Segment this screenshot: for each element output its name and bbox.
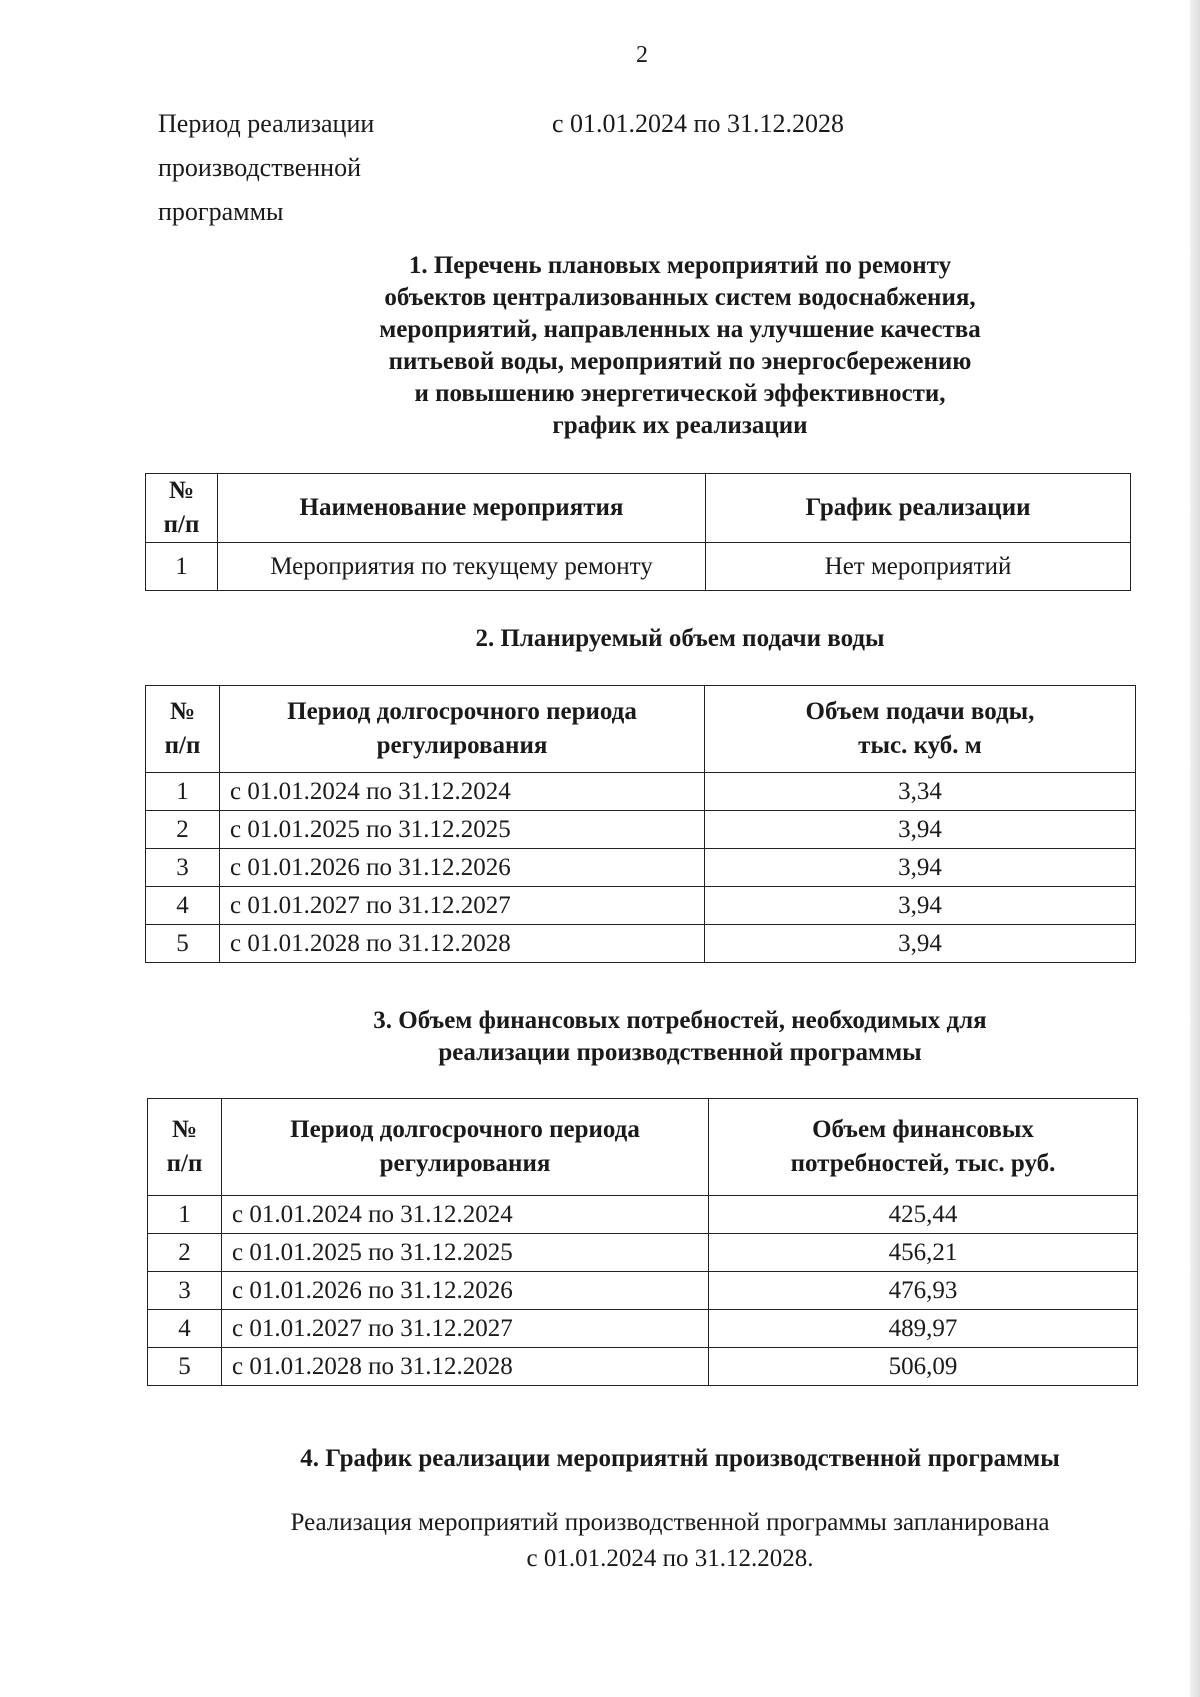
cell-finance: 506,09 [709, 1348, 1138, 1386]
section1-title [0, 250, 1200, 442]
header-period [222, 1099, 709, 1196]
header-period [220, 686, 705, 773]
table-row [146, 849, 1136, 887]
cell-period: с 01.01.2025 по 31.12.2025 [220, 811, 705, 849]
header-finance-line: Объем финансовых [812, 1116, 1034, 1143]
cell-period: с 01.01.2027 по 31.12.2027 [222, 1310, 709, 1348]
section1-title-line: 1. Перечень плановых мероприятий по ремонту [408, 252, 952, 279]
section1-title-line: питьевой воды, мероприятий по энергосбережению [388, 348, 972, 375]
cell-period: с 01.01.2025 по 31.12.2025 [222, 1234, 709, 1272]
header-volume-line: Объем подачи воды, [805, 698, 1035, 725]
table-header-row [146, 474, 1131, 543]
table-header-row [146, 686, 1136, 773]
cell-num: 1 [148, 1196, 222, 1234]
cell-finance: 489,97 [709, 1310, 1138, 1348]
cell-volume: 3,94 [705, 811, 1136, 849]
header-period-line: регулирования [379, 1150, 551, 1177]
period-value: с 01.01.2024 по 31.12.2028 [552, 109, 844, 138]
financial-needs-table [147, 1098, 1138, 1386]
page-number: 2 [636, 42, 648, 68]
cell-finance: 476,93 [709, 1272, 1138, 1310]
cell-num: 3 [146, 849, 220, 887]
cell-finance: 456,21 [709, 1234, 1138, 1272]
cell-volume: 3,34 [705, 773, 1136, 811]
cell-period: с 01.01.2024 по 31.12.2024 [220, 773, 705, 811]
header-num [148, 1099, 222, 1196]
water-volume-table [145, 685, 1136, 963]
table-row [146, 773, 1136, 811]
cell-num: 2 [148, 1234, 222, 1272]
cell-period: с 01.01.2027 по 31.12.2027 [220, 887, 705, 925]
cell-num: 3 [148, 1272, 222, 1310]
cell-period: с 01.01.2026 по 31.12.2026 [220, 849, 705, 887]
section3-title-line: 3. Объем финансовых потребностей, необходимых для [373, 1007, 987, 1034]
header-volume-line: тыс. куб. м [858, 732, 982, 759]
section3-title [0, 1005, 1200, 1069]
header-finance [709, 1099, 1138, 1196]
section2-title: 2. Планируемый объем подачи воды [475, 625, 885, 652]
table-row [146, 887, 1136, 925]
period-label-line: программы [158, 197, 284, 226]
cell-schedule: Нет мероприятий [706, 543, 1131, 591]
cell-num: 4 [148, 1310, 222, 1348]
header-num [146, 686, 220, 773]
period-label [158, 102, 418, 234]
header-volume [705, 686, 1136, 773]
cell-period: с 01.01.2028 по 31.12.2028 [220, 925, 705, 963]
section4-title: 4. График реализации мероприятнй производственной программы [300, 1445, 1060, 1472]
header-num-line: п/п [166, 1150, 203, 1177]
cell-volume: 3,94 [705, 849, 1136, 887]
header-num-line: № [169, 698, 196, 725]
header-finance-line: потребностей, тыс. руб. [790, 1150, 1056, 1177]
section1-title-line: мероприятий, направленных на улучшение качества [379, 316, 981, 343]
cell-num: 4 [146, 887, 220, 925]
cell-period: с 01.01.2026 по 31.12.2026 [222, 1272, 709, 1310]
header-period-line: Период долгосрочного периода [287, 698, 637, 725]
period-label-line: Период реализации [158, 109, 375, 138]
header-num-line: № [168, 477, 195, 504]
table-row [148, 1348, 1138, 1386]
table-row [146, 811, 1136, 849]
table-row [148, 1234, 1138, 1272]
cell-num: 1 [146, 773, 220, 811]
table-row [148, 1272, 1138, 1310]
table-row [146, 925, 1136, 963]
period-label-line: производственной [158, 153, 361, 182]
cell-num: 1 [146, 543, 218, 591]
section4-text [230, 1505, 1110, 1577]
cell-num: 5 [146, 925, 220, 963]
header-num-line: п/п [163, 511, 200, 538]
cell-volume: 3,94 [705, 925, 1136, 963]
cell-finance: 425,44 [709, 1196, 1138, 1234]
cell-period: с 01.01.2028 по 31.12.2028 [222, 1348, 709, 1386]
header-period-line: Период долгосрочного периода [290, 1116, 640, 1143]
activities-table [145, 473, 1131, 591]
header-num [146, 474, 218, 543]
section1-title-line: объектов централизованных систем водоснабжения, [384, 284, 976, 311]
section3-title-line: реализации производственной программы [438, 1039, 922, 1066]
header-num-line: № [171, 1116, 198, 1143]
section4-text-line: Реализация мероприятий производственной программы запланирована [290, 1509, 1050, 1536]
cell-name: Мероприятия по текущему ремонту [218, 543, 706, 591]
header-period-line: регулирования [376, 732, 548, 759]
header-num-line: п/п [164, 732, 201, 759]
section1-title-line: и повышению энергетической эффективности, [414, 380, 946, 407]
header-name: Наименование мероприятия [218, 474, 706, 543]
table-header-row [148, 1099, 1138, 1196]
cell-volume: 3,94 [705, 887, 1136, 925]
cell-period: с 01.01.2024 по 31.12.2024 [222, 1196, 709, 1234]
header-schedule: График реализации [706, 474, 1131, 543]
section4-text-line: с 01.01.2024 по 31.12.2028. [526, 1545, 814, 1572]
table-row [146, 543, 1131, 591]
table-row [148, 1196, 1138, 1234]
section1-title-line: график их реализации [552, 412, 808, 439]
table-row [148, 1310, 1138, 1348]
cell-num: 2 [146, 811, 220, 849]
cell-num: 5 [148, 1348, 222, 1386]
